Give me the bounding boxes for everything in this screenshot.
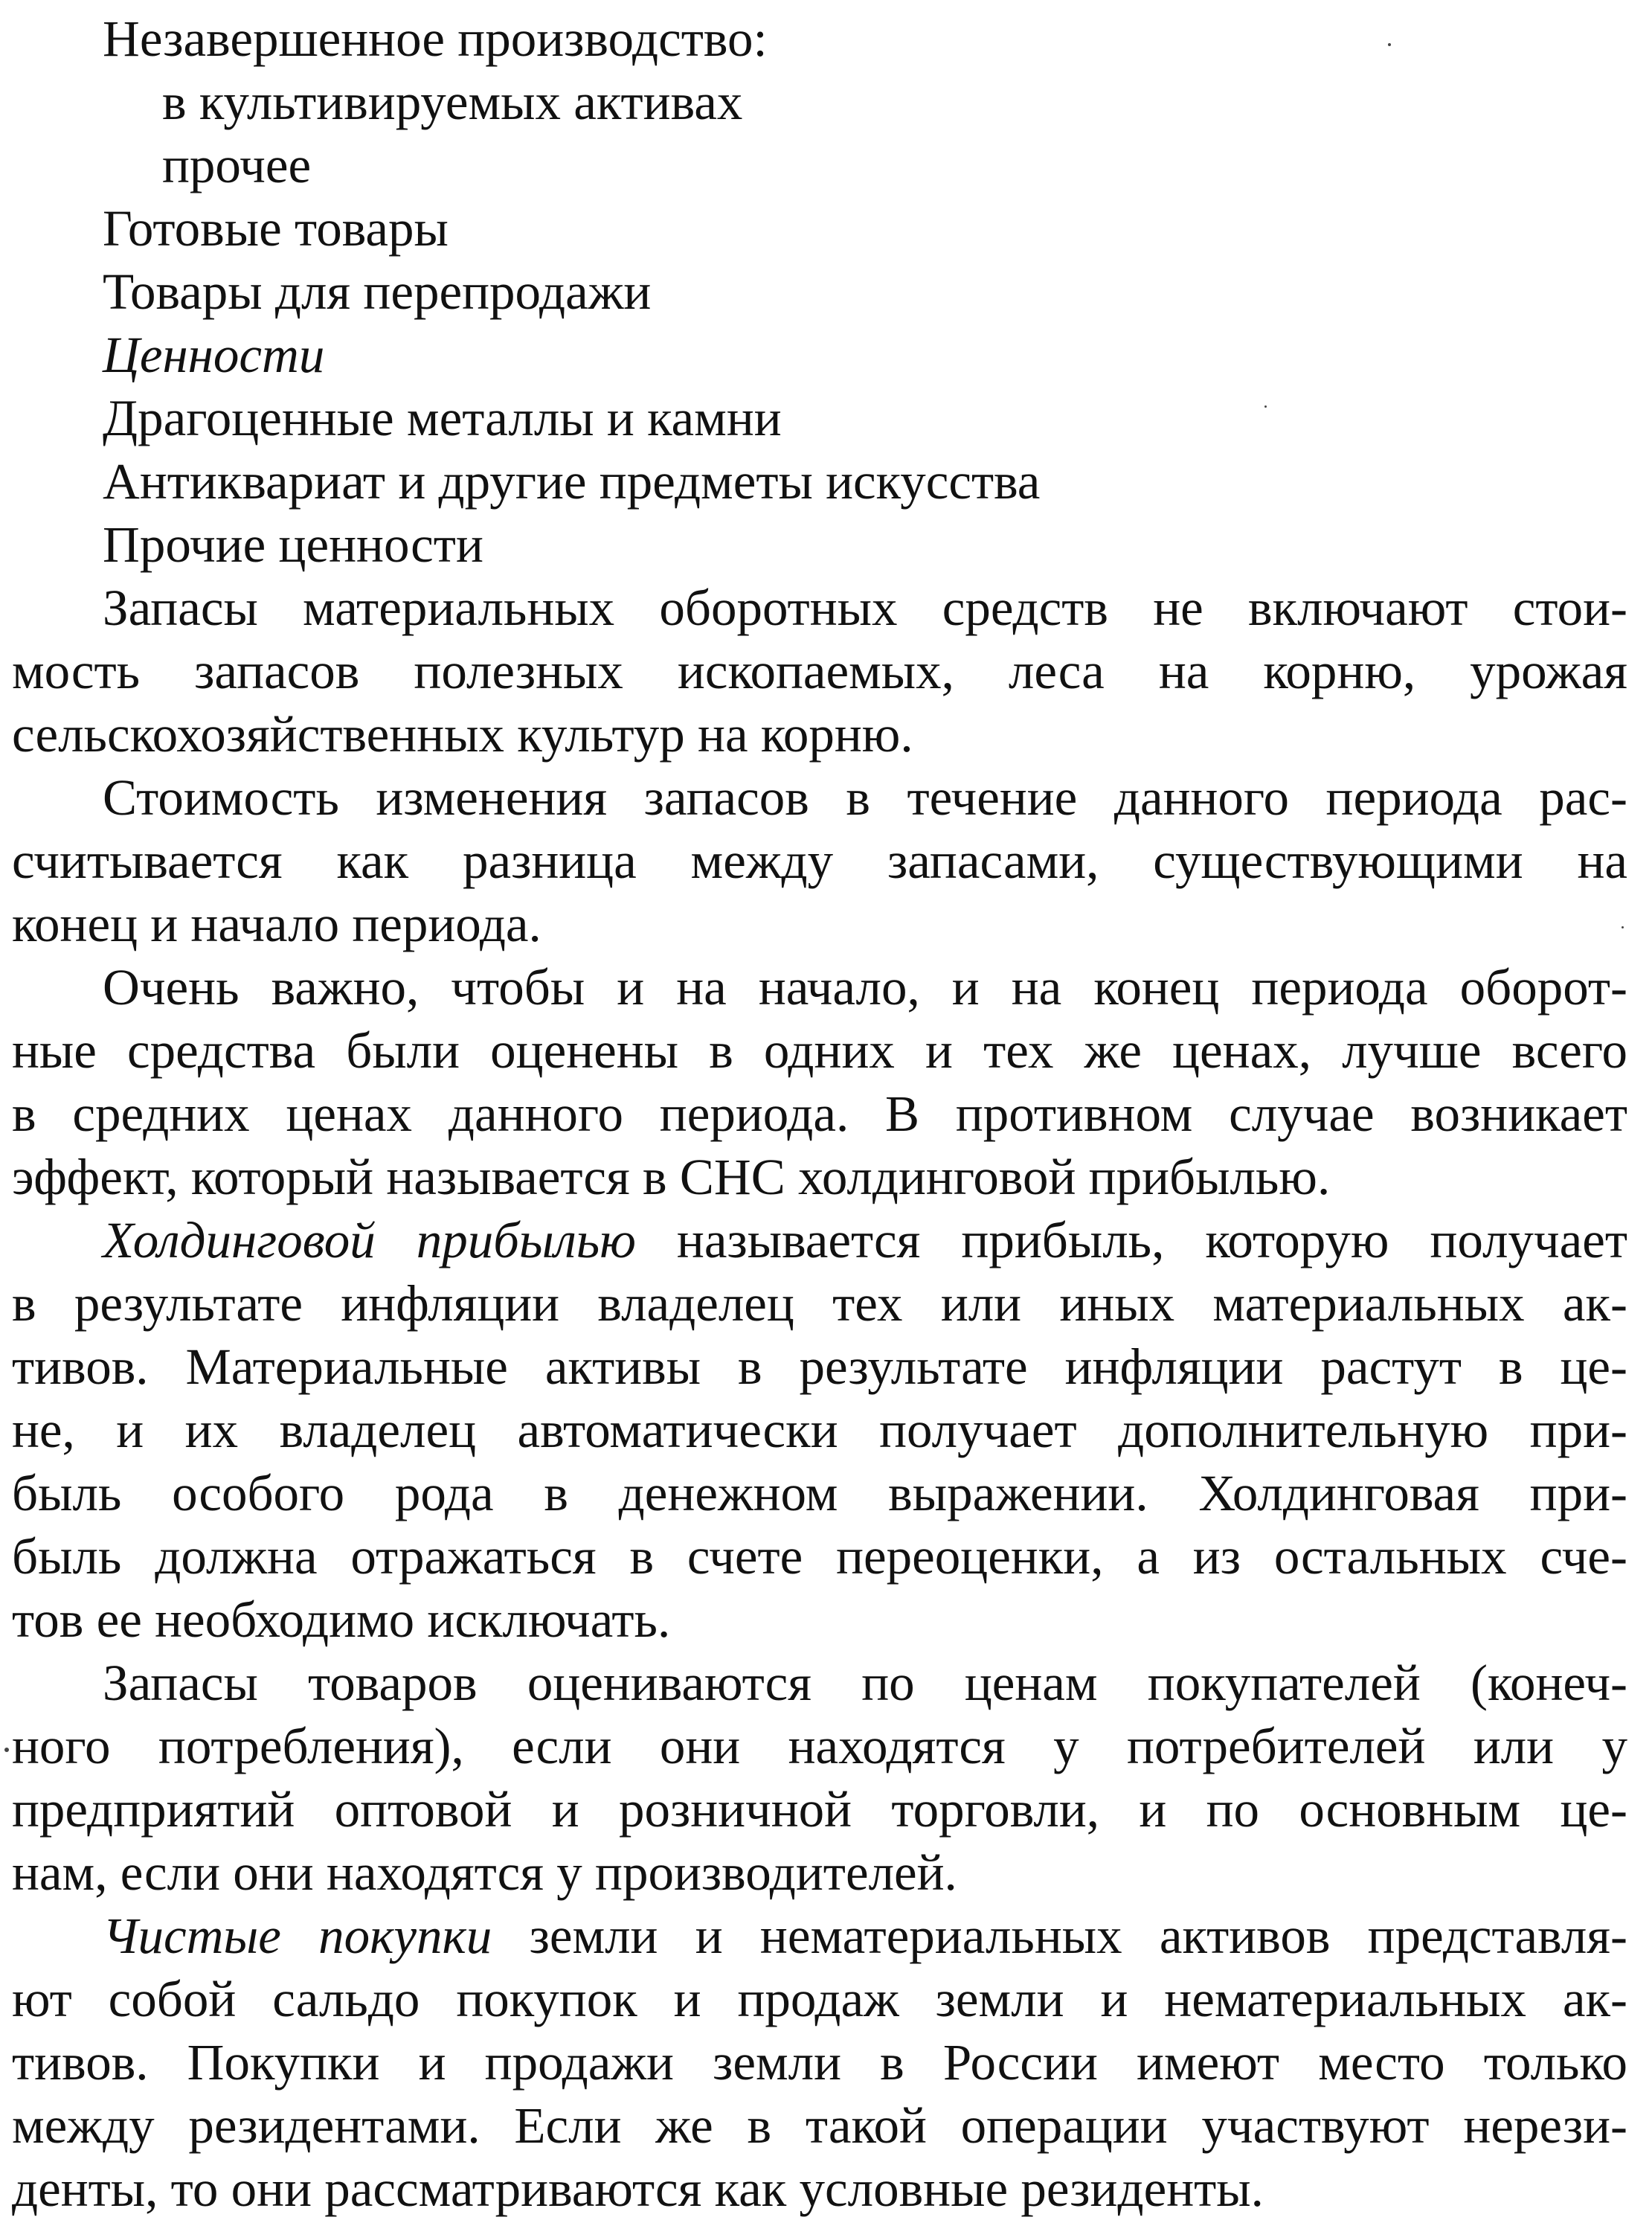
text-line: быль должна отражаться в счете переоценки, а из остальных сче- xyxy=(12,1528,1627,1585)
term-holding-profit: Холдинговой прибылью xyxy=(103,1212,636,1268)
list-heading-valuables: Ценности xyxy=(103,327,325,383)
text-line: ного потребления), если они находятся у потребителей или у xyxy=(12,1718,1627,1774)
text-line: эффект, который называется в СНС холдинговой прибылью. xyxy=(12,1149,1331,1205)
text-line: предприятий оптовой и розничной торговли, и по основным це- xyxy=(12,1781,1627,1838)
text-line: не, и их владелец автоматически получает дополнительную при- xyxy=(12,1402,1627,1458)
text-line: Стоимость изменения запасов в течение данного периода рас- xyxy=(103,769,1627,826)
list-item: Товары для перепродажи xyxy=(103,263,652,320)
text-line: быль особого рода в денежном выражении. Холдинговая при- xyxy=(12,1465,1627,1521)
text-line: Запасы материальных оборотных средств не включают стои- xyxy=(103,580,1627,636)
list-subitem: прочее xyxy=(162,137,312,193)
list-item: Драгоценные металлы и камни xyxy=(103,390,782,446)
text-span: называется прибыль, которую получает xyxy=(635,1212,1627,1268)
text-line: между резидентами. Если же в такой операции участвуют нерези- xyxy=(12,2097,1627,2154)
text-line: денты, то они рассматриваются как условные резиденты. xyxy=(12,2160,1264,2217)
text-line: Очень важно, чтобы и на начало, и на конец периода оборот- xyxy=(103,959,1627,1016)
text-line: ные средства были оценены в одних и тех же ценах, лучше всего xyxy=(12,1022,1627,1079)
list-item: Готовые товары xyxy=(103,200,449,257)
text-span: земли и нематериальных активов представля- xyxy=(492,1908,1627,1964)
term-net-purchases: Чистые покупки xyxy=(103,1908,492,1964)
text-line: ют собой сальдо покупок и продаж земли и нематериальных ак- xyxy=(12,1971,1627,2027)
scan-speck xyxy=(1622,926,1624,928)
text-line: Запасы товаров оцениваются по ценам покупателей (конеч- xyxy=(103,1655,1627,1711)
text-line: тивов. Материальные активы в результате инфляции растут в це- xyxy=(12,1338,1627,1395)
text-line xyxy=(103,1209,1627,1271)
scan-speck xyxy=(1264,405,1267,408)
text-line: в средних ценах данного периода. В противном случае возникает xyxy=(12,1085,1627,1142)
list-item: Незавершенное производство: xyxy=(103,10,768,67)
list-item: Прочие ценности xyxy=(103,516,483,573)
text-line: считывается как разница между запасами, существующими на xyxy=(12,833,1627,889)
text-line: мость запасов полезных ископаемых, леса на корню, урожая xyxy=(12,643,1627,699)
text-line: нам, если они находятся у производителей. xyxy=(12,1844,957,1901)
text-line: конец и начало периода. xyxy=(12,896,541,952)
list-item: Антиквариат и другие предметы искусства xyxy=(103,453,1041,510)
text-line: тивов. Покупки и продажи земли в России имеют место только xyxy=(12,2034,1627,2091)
scan-speck xyxy=(4,1748,9,1752)
text-line xyxy=(103,1905,1627,1967)
text-line: сельскохозяйственных культур на корню. xyxy=(12,706,913,763)
text-line: тов ее необходимо исключать. xyxy=(12,1591,671,1648)
scan-speck xyxy=(1388,43,1391,46)
text-line: в результате инфляции владелец тех или иных материальных ак- xyxy=(12,1275,1627,1332)
list-subitem: в культивируемых активах xyxy=(162,74,743,130)
